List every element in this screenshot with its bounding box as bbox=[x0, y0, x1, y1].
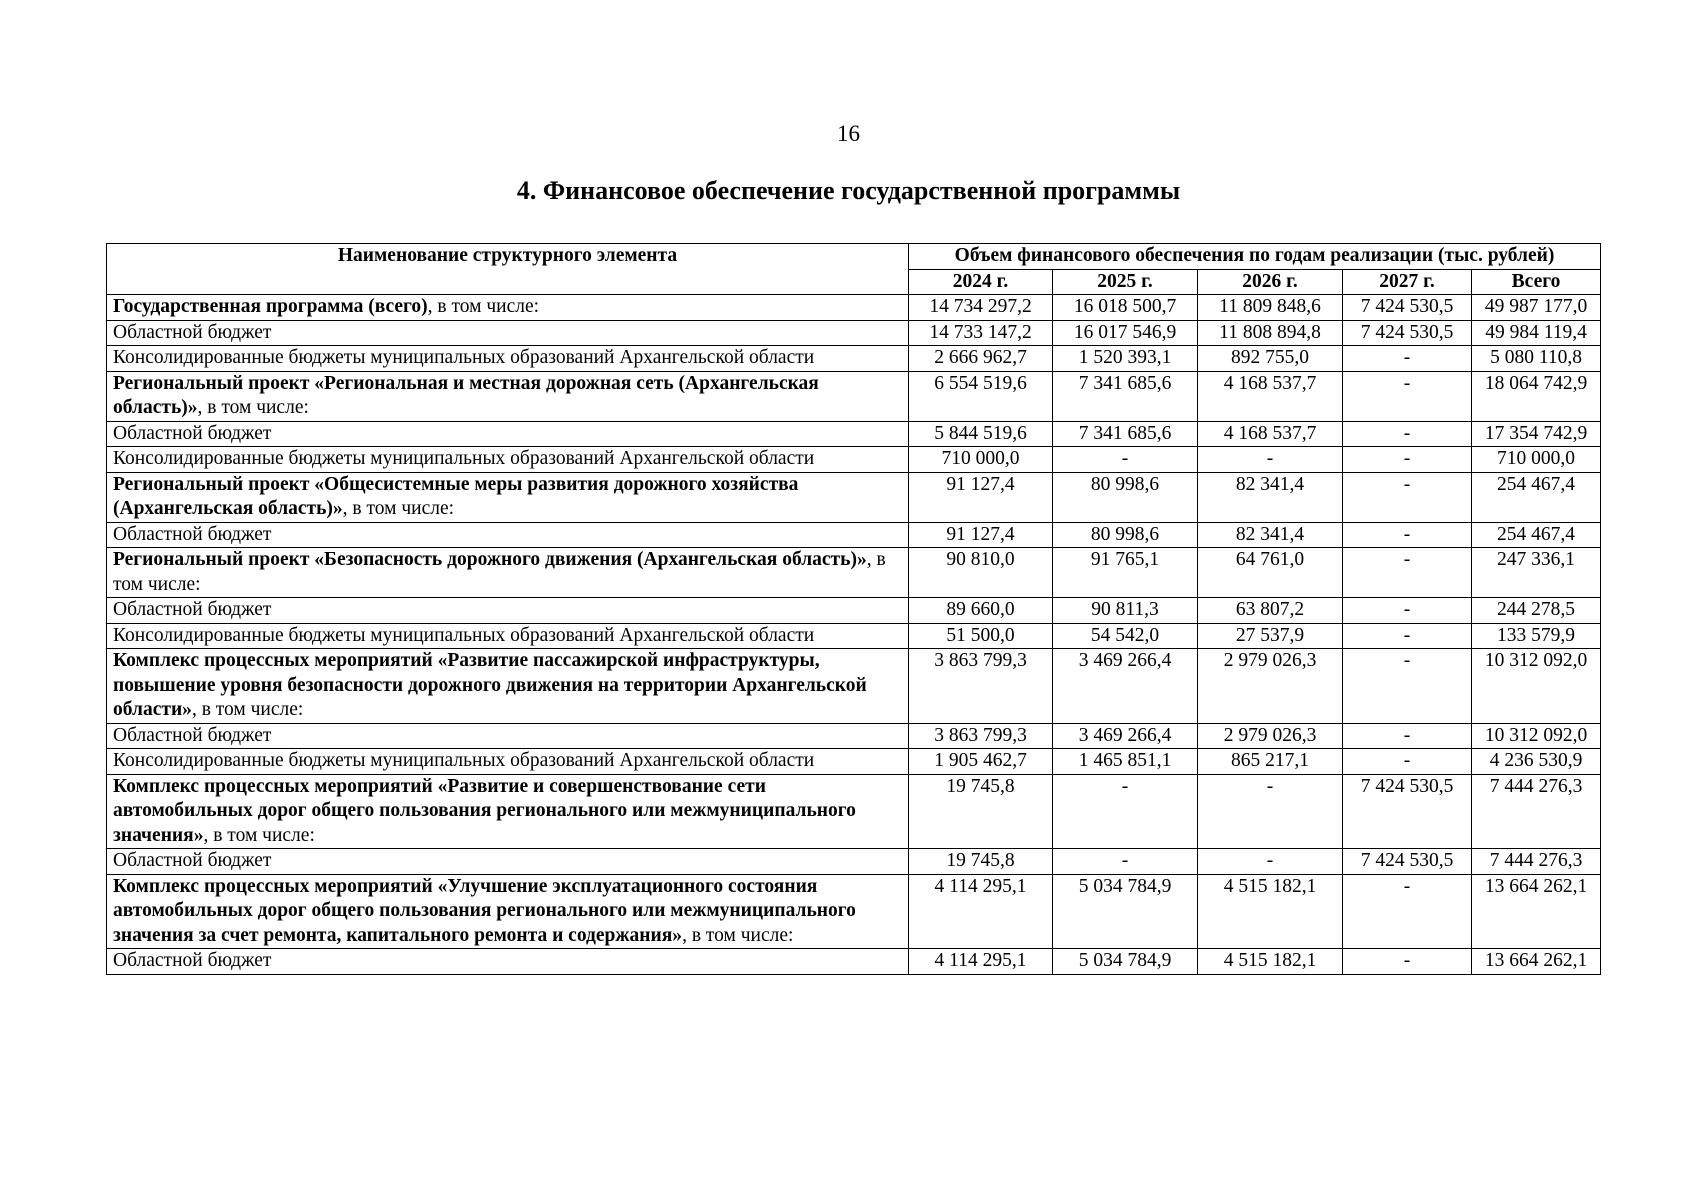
header-year-2025: 2025 г. bbox=[1053, 269, 1198, 295]
value-cell: 7 424 530,5 bbox=[1343, 849, 1472, 875]
row-name-cell bbox=[107, 447, 909, 473]
table-row bbox=[107, 421, 1601, 447]
value-cell: 3 469 266,4 bbox=[1053, 723, 1198, 749]
row-name-text: Областной бюджет bbox=[113, 724, 272, 746]
header-year-2027: 2027 г. bbox=[1343, 269, 1472, 295]
row-name-cell bbox=[107, 723, 909, 749]
value-cell: - bbox=[1343, 723, 1472, 749]
value-cell: 892 755,0 bbox=[1198, 346, 1343, 372]
table-row bbox=[107, 774, 1601, 849]
table-body bbox=[107, 295, 1601, 975]
row-name-cell bbox=[107, 949, 909, 975]
value-cell: 82 341,4 bbox=[1198, 522, 1343, 548]
value-cell: 865 217,1 bbox=[1198, 749, 1343, 775]
value-cell: 5 080 110,8 bbox=[1472, 346, 1601, 372]
page-number: 16 bbox=[837, 121, 860, 146]
value-cell: 1 905 462,7 bbox=[909, 749, 1053, 775]
value-cell: 91 127,4 bbox=[909, 522, 1053, 548]
value-cell: 5 844 519,6 bbox=[909, 421, 1053, 447]
value-cell: - bbox=[1343, 623, 1472, 649]
row-name-text: , в том числе: bbox=[427, 296, 540, 317]
value-cell: 4 515 182,1 bbox=[1198, 949, 1343, 975]
table-row bbox=[107, 320, 1601, 346]
table-row bbox=[107, 295, 1601, 321]
financing-table bbox=[106, 243, 1601, 975]
row-name-text: , в том числе: bbox=[197, 397, 309, 418]
row-name-cell bbox=[107, 623, 909, 649]
row-name-bold: Комплекс процессных мероприятий «Развитие пассажирской инфраструктуры, повышение уровня безопасности дорожного движения на территории Архангельской области» bbox=[113, 650, 867, 720]
value-cell: 247 336,1 bbox=[1472, 548, 1601, 598]
value-cell: 16 018 500,7 bbox=[1053, 295, 1198, 321]
value-cell: - bbox=[1343, 447, 1472, 473]
value-cell: 7 424 530,5 bbox=[1343, 295, 1472, 321]
table-row bbox=[107, 371, 1601, 421]
table-row bbox=[107, 749, 1601, 775]
value-cell: 3 863 799,3 bbox=[909, 723, 1053, 749]
value-cell: 14 734 297,2 bbox=[909, 295, 1053, 321]
table-row bbox=[107, 598, 1601, 624]
value-cell: - bbox=[1343, 874, 1472, 949]
value-cell: 13 664 262,1 bbox=[1472, 874, 1601, 949]
value-cell: - bbox=[1053, 447, 1198, 473]
table-row bbox=[107, 346, 1601, 372]
row-name-text: Областной бюджет bbox=[113, 950, 272, 971]
row-name-cell bbox=[107, 472, 909, 522]
row-name-text: Консолидированные бюджеты муниципальных образований Архангельской области bbox=[113, 624, 815, 646]
value-cell: 19 745,8 bbox=[909, 774, 1053, 849]
value-cell: 19 745,8 bbox=[909, 849, 1053, 875]
table-row bbox=[107, 874, 1601, 949]
value-cell: 4 114 295,1 bbox=[909, 949, 1053, 975]
value-cell: 710 000,0 bbox=[1472, 447, 1601, 473]
row-name-cell bbox=[107, 371, 909, 421]
value-cell: 1 465 851,1 bbox=[1053, 749, 1198, 775]
page-title: 4. Финансовое обеспечение государственной программы bbox=[516, 176, 1181, 205]
value-cell: 1 520 393,1 bbox=[1053, 346, 1198, 372]
value-cell: - bbox=[1343, 522, 1472, 548]
row-name-cell bbox=[107, 295, 909, 321]
value-cell: 49 984 119,4 bbox=[1472, 320, 1601, 346]
value-cell: - bbox=[1053, 849, 1198, 875]
value-cell: 13 664 262,1 bbox=[1472, 949, 1601, 975]
value-cell: 5 034 784,9 bbox=[1053, 874, 1198, 949]
row-name-cell bbox=[107, 849, 909, 875]
value-cell: 49 987 177,0 bbox=[1472, 295, 1601, 321]
table-row bbox=[107, 472, 1601, 522]
row-name-cell bbox=[107, 749, 909, 775]
value-cell: - bbox=[1343, 371, 1472, 421]
value-cell: - bbox=[1343, 421, 1472, 447]
value-cell: - bbox=[1343, 548, 1472, 598]
row-name-cell bbox=[107, 774, 909, 849]
row-name-bold: Региональный проект «Общесистемные меры развития дорожного хозяйства (Архангельская область)» bbox=[113, 473, 799, 519]
row-name-text: , в том числе: bbox=[342, 498, 455, 519]
row-name-bold: Региональный проект «Безопасность дорожного движения (Архангельская область)» bbox=[113, 549, 867, 570]
header-year-2026: 2026 г. bbox=[1198, 269, 1343, 295]
value-cell: 63 807,2 bbox=[1198, 598, 1343, 624]
row-name-bold: Региональный проект «Региональная и местная дорожная сеть (Архангельская область)» bbox=[113, 372, 819, 418]
value-cell: 5 034 784,9 bbox=[1053, 949, 1198, 975]
row-name-cell bbox=[107, 649, 909, 724]
value-cell: 3 863 799,3 bbox=[909, 649, 1053, 724]
header-year-2024: 2024 г. bbox=[909, 269, 1053, 295]
value-cell: - bbox=[1053, 774, 1198, 849]
value-cell: 710 000,0 bbox=[909, 447, 1053, 473]
table-row bbox=[107, 447, 1601, 473]
row-name-cell bbox=[107, 421, 909, 447]
row-name-text: Консолидированные бюджеты муниципальных образований Архангельской области bbox=[113, 347, 815, 368]
value-cell: 4 114 295,1 bbox=[909, 874, 1053, 949]
value-cell: 80 998,6 bbox=[1053, 472, 1198, 522]
value-cell: 2 979 026,3 bbox=[1198, 649, 1343, 724]
row-name-text: Областной бюджет bbox=[113, 599, 272, 620]
value-cell: 7 444 276,3 bbox=[1472, 849, 1601, 875]
header-structural-element: Наименование структурного элемента bbox=[107, 244, 909, 295]
header-financing-volume: Объем финансового обеспечения по годам реализации (тыс. рублей) bbox=[909, 244, 1601, 270]
row-name-text: Областной бюджет bbox=[113, 523, 272, 545]
table-row bbox=[107, 723, 1601, 749]
value-cell: 4 236 530,9 bbox=[1472, 749, 1601, 775]
value-cell: 90 811,3 bbox=[1053, 598, 1198, 624]
value-cell: 7 444 276,3 bbox=[1472, 774, 1601, 849]
value-cell: 54 542,0 bbox=[1053, 623, 1198, 649]
row-name-text: , в том числе: bbox=[191, 699, 304, 720]
table-row bbox=[107, 623, 1601, 649]
row-name-cell bbox=[107, 522, 909, 548]
value-cell: 90 810,0 bbox=[909, 548, 1053, 598]
value-cell: - bbox=[1343, 749, 1472, 775]
table-header-row bbox=[107, 244, 1601, 270]
table-row bbox=[107, 522, 1601, 548]
table-row bbox=[107, 949, 1601, 975]
value-cell: 10 312 092,0 bbox=[1472, 723, 1601, 749]
value-cell: 91 765,1 bbox=[1053, 548, 1198, 598]
value-cell: - bbox=[1343, 598, 1472, 624]
value-cell: 10 312 092,0 bbox=[1472, 649, 1601, 724]
value-cell: 80 998,6 bbox=[1053, 522, 1198, 548]
value-cell: 2 666 962,7 bbox=[909, 346, 1053, 372]
row-name-text: , в том числе: bbox=[113, 549, 886, 595]
value-cell: 4 515 182,1 bbox=[1198, 874, 1343, 949]
row-name-text: Областной бюджет bbox=[113, 321, 272, 343]
row-name-cell bbox=[107, 548, 909, 598]
value-cell: 4 168 537,7 bbox=[1198, 371, 1343, 421]
row-name-text: , в том числе: bbox=[203, 824, 315, 846]
value-cell: 7 424 530,5 bbox=[1343, 774, 1472, 849]
row-name-text: Консолидированные бюджеты муниципальных образований Архангельской области bbox=[113, 750, 815, 771]
value-cell: 64 761,0 bbox=[1198, 548, 1343, 598]
value-cell: 254 467,4 bbox=[1472, 522, 1601, 548]
value-cell: 27 537,9 bbox=[1198, 623, 1343, 649]
value-cell: 51 500,0 bbox=[909, 623, 1053, 649]
row-name-bold: Комплекс процессных мероприятий «Развитие и совершенствование сети автомобильных дорог общего пользования регионального или межмуниципального значения» bbox=[113, 775, 856, 846]
value-cell: 2 979 026,3 bbox=[1198, 723, 1343, 749]
value-cell: - bbox=[1343, 649, 1472, 724]
row-name-text: Областной бюджет bbox=[113, 422, 272, 444]
value-cell: 82 341,4 bbox=[1198, 472, 1343, 522]
row-name-cell bbox=[107, 346, 909, 372]
value-cell: 4 168 537,7 bbox=[1198, 421, 1343, 447]
header-total: Всего bbox=[1472, 269, 1601, 295]
value-cell: 11 809 848,6 bbox=[1198, 295, 1343, 321]
table-row bbox=[107, 649, 1601, 724]
row-name-bold: Комплекс процессных мероприятий «Улучшение эксплуатационного состояния автомобильных дорог общего пользования регионального или межмуниципального значения за счет ремонта, капитального ремонта и содержания» bbox=[113, 875, 856, 946]
value-cell: 133 579,9 bbox=[1472, 623, 1601, 649]
value-cell: 7 424 530,5 bbox=[1343, 320, 1472, 346]
row-name-text: Консолидированные бюджеты муниципальных образований Архангельской области bbox=[113, 448, 815, 469]
value-cell: 11 808 894,8 bbox=[1198, 320, 1343, 346]
table-row bbox=[107, 849, 1601, 875]
value-cell: - bbox=[1343, 472, 1472, 522]
row-name-text: Областной бюджет bbox=[113, 850, 272, 871]
row-name-bold: Государственная программа (всего) bbox=[113, 296, 428, 317]
value-cell: 14 733 147,2 bbox=[909, 320, 1053, 346]
value-cell: 89 660,0 bbox=[909, 598, 1053, 624]
value-cell: 91 127,4 bbox=[909, 472, 1053, 522]
value-cell: 3 469 266,4 bbox=[1053, 649, 1198, 724]
value-cell: 7 341 685,6 bbox=[1053, 371, 1198, 421]
value-cell: 16 017 546,9 bbox=[1053, 320, 1198, 346]
value-cell: - bbox=[1198, 774, 1343, 849]
row-name-text: , в том числе: bbox=[682, 924, 794, 946]
value-cell: - bbox=[1343, 949, 1472, 975]
row-name-cell bbox=[107, 874, 909, 949]
value-cell: 6 554 519,6 bbox=[909, 371, 1053, 421]
value-cell: 17 354 742,9 bbox=[1472, 421, 1601, 447]
value-cell: - bbox=[1198, 849, 1343, 875]
row-name-cell bbox=[107, 320, 909, 346]
value-cell: 244 278,5 bbox=[1472, 598, 1601, 624]
value-cell: 7 341 685,6 bbox=[1053, 421, 1198, 447]
value-cell: 254 467,4 bbox=[1472, 472, 1601, 522]
table-row bbox=[107, 548, 1601, 598]
row-name-cell bbox=[107, 598, 909, 624]
value-cell: 18 064 742,9 bbox=[1472, 371, 1601, 421]
value-cell: - bbox=[1343, 346, 1472, 372]
value-cell: - bbox=[1198, 447, 1343, 473]
